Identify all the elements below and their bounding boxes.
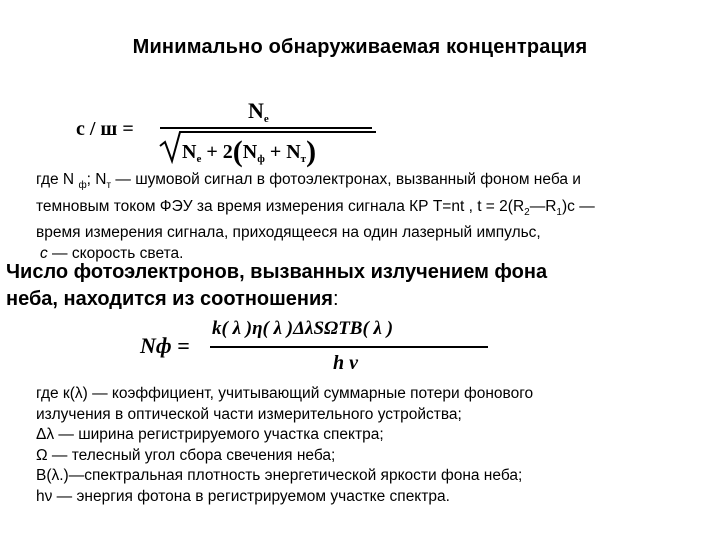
page-title: Минимально обнаруживаемая концентрация [132,36,588,58]
formula2-denominator: h ν [333,352,358,374]
para1-line3: время измерения сигнала, приходящееся на один лазерный импульс, [36,224,541,242]
definition-item: hν — энергия фотона в регистрируемом участке спектра. [36,487,450,505]
formula1-denominator: $N_e + 2(N_ф + N_т)$ [182,135,317,168]
definition-item: Δλ — ширина регистрируемого участка спектра; [36,426,384,443]
definition-item: Ω — телесный угол сбора свечения неба; [36,446,336,464]
heading-line1: Число фотоэлектронов, вызванных излучением фона [6,261,548,283]
definitions-list [36,384,706,507]
definition-item: где к(λ) — коэффициент, учитывающий суммарные потери фонового [36,385,534,402]
para1-line2: темновым током ФЭУ за время измерения сигнала КР T=nt , $t = 2(R_2—R_1)c$ — [36,197,595,218]
noise-definition-paragraph [36,170,706,264]
section-heading [6,259,547,313]
formula2-fraction-bar [210,346,488,348]
formula2-lhs: Nф = [140,333,190,358]
definition-item: излучения в оптической части измерительного устройства; [36,405,462,423]
para1-line4: c — скорость света. [40,244,184,262]
formula1-numerator: Ne [248,98,269,125]
para1-line1: где N $_ф$; $N_т$ — шумовой сигнал в фотоэлектронах, вызванный фоном неба и [36,171,581,192]
heading-line2: неба, находится из соотношения: [6,288,339,310]
formula1-fraction-bar [160,127,372,129]
formula1-lhs: c / ш = [76,118,134,140]
formula2-numerator: k( λ )η( λ )ΔλSΩTB( λ ) [212,318,394,339]
definition-item: B(λ.)—спектральная плотность энергетической яркости фона неба; [36,467,523,484]
